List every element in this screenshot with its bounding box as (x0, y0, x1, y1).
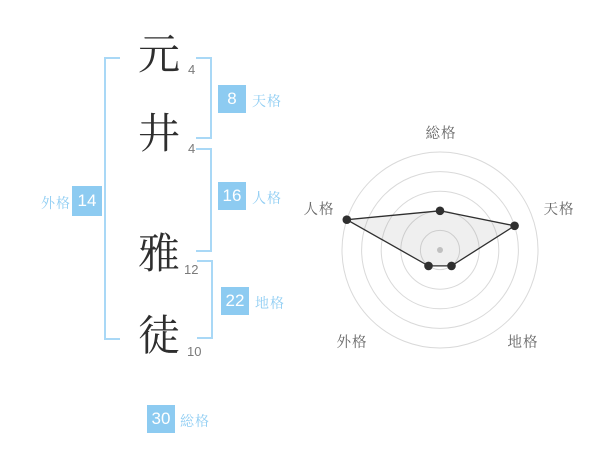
radar-axis-label: 総格 (425, 126, 457, 142)
radar-point (447, 262, 456, 271)
soukaku-label: 総格 (180, 413, 210, 429)
chikaku-value-box: 22 (221, 287, 249, 315)
radar-axis-label: 天格 (543, 202, 575, 218)
jinkaku-bracket (196, 148, 212, 252)
gaikaku-bracket (104, 57, 120, 340)
radar-svg (290, 110, 600, 360)
radar-point (510, 222, 519, 231)
name-char-1: 元 (137, 30, 180, 79)
name-char-2: 井 (137, 109, 180, 158)
gaikaku-value-box: 14 (72, 186, 102, 216)
radar-chart (290, 110, 600, 360)
jinkaku-label: 人格 (252, 190, 282, 206)
stroke-count-2: 4 (188, 141, 196, 156)
tenkaku-value-box: 8 (218, 85, 246, 113)
chikaku-label: 地格 (255, 295, 285, 311)
radar-axis-label: 地格 (507, 335, 539, 351)
gaikaku-label: 外格 (41, 195, 71, 211)
tenkaku-label: 天格 (252, 93, 282, 109)
jinkaku-value-box: 16 (218, 182, 246, 210)
stroke-count-3: 12 (184, 262, 199, 277)
soukaku-value-box: 30 (147, 405, 175, 433)
radar-point (424, 262, 433, 271)
chikaku-bracket (197, 260, 213, 339)
tenkaku-bracket (196, 57, 212, 139)
stroke-count-1: 4 (188, 62, 196, 77)
radar-axis-label: 外格 (336, 335, 368, 351)
radar-point (436, 207, 445, 216)
name-char-3: 雅 (137, 229, 180, 278)
radar-axis-label: 人格 (303, 202, 335, 218)
radar-point (343, 215, 352, 224)
name-char-4: 徒 (137, 311, 180, 360)
stroke-count-4: 10 (187, 344, 202, 359)
